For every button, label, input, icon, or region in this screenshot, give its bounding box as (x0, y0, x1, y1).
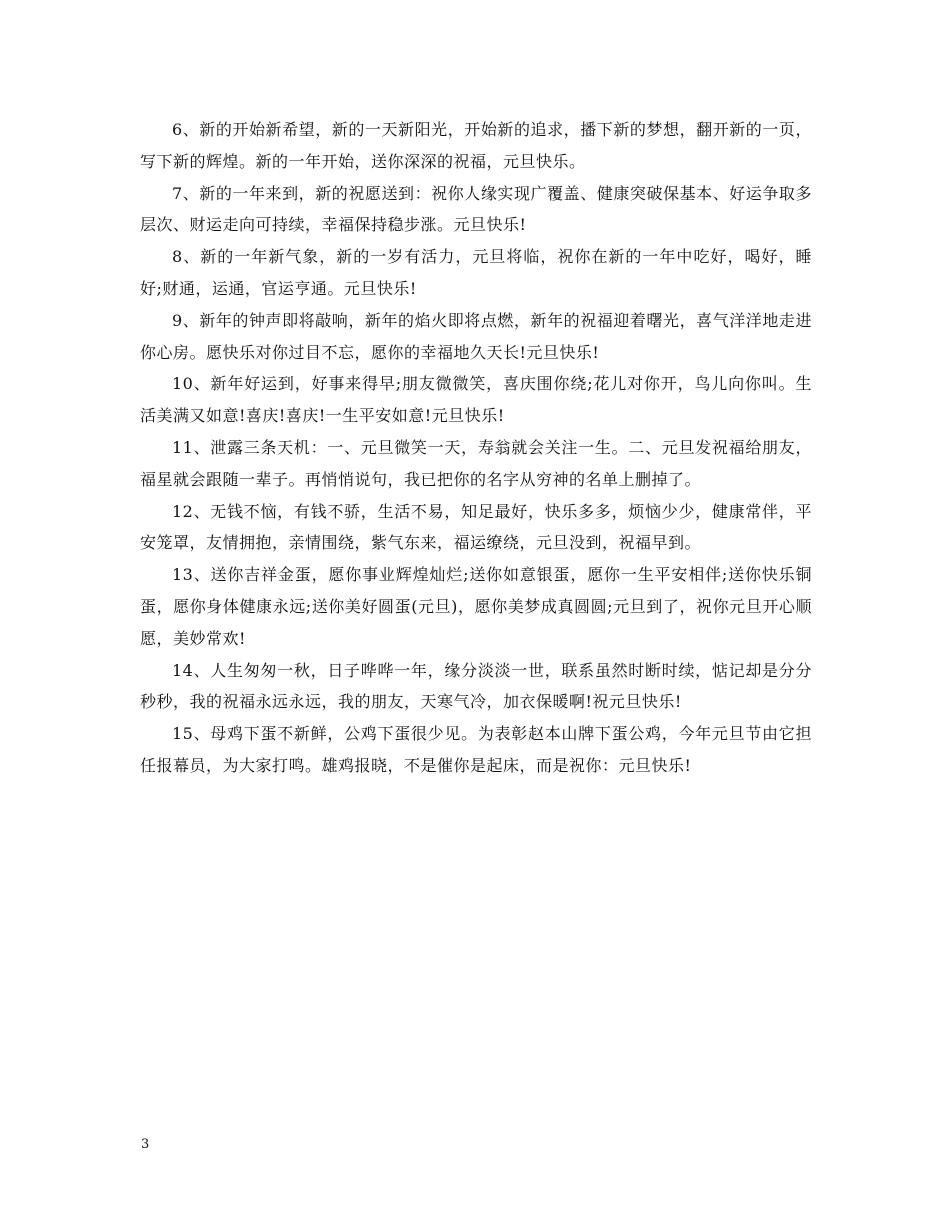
page-number: 3 (141, 1137, 150, 1152)
paragraph-8: 8、新的一年新气象，新的一岁有活力，元旦将临，祝你在新的一年中吃好，喝好，睡好;财通，运通，官运亨通。元旦快乐! (140, 247, 812, 298)
paragraph-12: 12、无钱不恼，有钱不骄，生活不易，知足最好，快乐多多，烦恼少少，健康常伴，平安笼罩，友情拥抱，亲情围绕，紫气东来，福运缭绕，元旦没到，祝福早到。 (140, 501, 812, 553)
paragraph-14: 14、人生匆匆一秋，日子哗哗一年，缘分淡淡一世，联系虽然时断时续，惦记却是分分秒秒，我的祝福永远永远，我的朋友，天寒气冷，加衣保暖啊!祝元旦快乐! (140, 660, 812, 712)
paragraph-9: 9、新年的钟声即将敲响，新年的焰火即将点燃，新年的祝福迎着曙光，喜气洋洋地走进你心房。愿快乐对你过目不忘，愿你的幸福地久天长!元旦快乐! (140, 310, 812, 362)
document-body (140, 114, 812, 782)
paragraph-10: 10、新年好运到，好事来得早;朋友微微笑，喜庆围你绕;花儿对你开，鸟儿向你叫。生活美满又如意!喜庆!喜庆!一生平安如意!元旦快乐! (140, 374, 812, 426)
paragraph-7: 7、新的一年来到，新的祝愿送到：祝你人缘实现广覆盖、健康突破保基本、好运争取多层次、财运走向可持续，幸福保持稳步涨。元旦快乐! (140, 183, 812, 235)
paragraph-11: 11、泄露三条天机：一、元旦微笑一天，寿翁就会关注一生。二、元旦发祝福给朋友，福星就会跟随一辈子。再悄悄说句，我已把你的名字从穷神的名单上删掉了。 (140, 437, 812, 489)
paragraph-6: 6、新的开始新希望，新的一天新阳光，开始新的追求，播下新的梦想，翻开新的一页，写下新的辉煌。新的一年开始，送你深深的祝福，元旦快乐。 (140, 120, 812, 171)
paragraph-15: 15、母鸡下蛋不新鲜，公鸡下蛋很少见。为表彰赵本山牌下蛋公鸡，今年元旦节由它担任报幕员，为大家打鸣。雄鸡报晓，不是催你是起床，而是祝你：元旦快乐! (140, 724, 812, 775)
paragraph-13: 13、送你吉祥金蛋，愿你事业辉煌灿烂;送你如意银蛋，愿你一生平安相伴;送你快乐铜蛋，愿你身体健康永远;送你美好圆蛋(元旦)，愿你美梦成真圆圆;元旦到了，祝你元旦开心顺愿，美妙常欢! (140, 565, 812, 648)
